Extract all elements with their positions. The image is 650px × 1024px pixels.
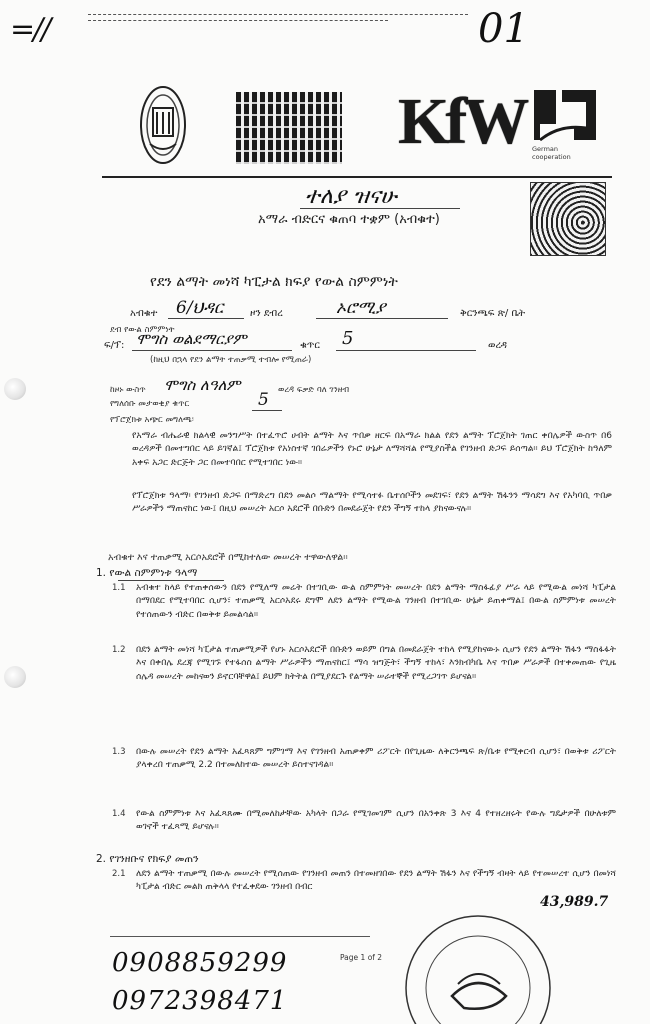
document-title: የደን ልማት መነሻ ካፒታል ክፍያ የውል ስምምነት bbox=[150, 274, 398, 290]
date-blank bbox=[168, 318, 244, 319]
partner-logo-icon bbox=[530, 84, 600, 146]
top-dotted-line-2 bbox=[88, 20, 388, 21]
item-1-1-number: 1.1 bbox=[112, 583, 126, 593]
number-blank bbox=[336, 350, 476, 351]
id-blank bbox=[252, 410, 282, 411]
item-1-2-number: 1.2 bbox=[112, 645, 126, 655]
item-1-4-number: 1.4 bbox=[112, 809, 126, 819]
label-branch: ቅርንጫፍ ጽ/ ቤት bbox=[460, 308, 526, 319]
section-1-heading: 1. የውል ስምምነቱ ዓላማ bbox=[96, 567, 198, 579]
label-woreda: ወረዳ bbox=[488, 340, 507, 351]
emblem-icon bbox=[530, 182, 606, 256]
title-underline bbox=[300, 208, 460, 209]
purpose-label: የፕሮጀክቱ አጭር መግለጫ፡ bbox=[110, 415, 194, 425]
institution-name: አማራ ብድርና ቁጠባ ተቋም (አብቁተ) bbox=[258, 212, 440, 227]
top-dotted-line bbox=[88, 14, 468, 15]
handwritten-name-2: ሞግስ ለዓለም bbox=[164, 376, 241, 394]
item-2-1-number: 2.1 bbox=[112, 869, 126, 879]
section-2-heading: 2. የገንዘቡና የክፍያ መጠን bbox=[96, 853, 199, 865]
kebele-blank bbox=[316, 318, 448, 319]
footer-rule bbox=[110, 936, 370, 937]
label-prefix: ፍ/ፕ: bbox=[104, 340, 125, 351]
top-right-scribble: 01 bbox=[478, 6, 529, 52]
handwritten-kebele: ኦሮሚያ bbox=[336, 298, 386, 318]
section-1-underline bbox=[118, 580, 224, 581]
handwritten-amount: 43,989.7 bbox=[540, 894, 609, 910]
handwritten-phone-2: 0972398471 bbox=[112, 986, 288, 1016]
handwritten-title: ተለያ ዝናሁ bbox=[305, 184, 397, 209]
handwritten-number: 5 bbox=[342, 328, 354, 349]
punch-hole-top bbox=[4, 378, 26, 400]
partner-caption-1: German bbox=[532, 145, 559, 153]
top-left-scribble: =// bbox=[10, 12, 50, 47]
partner-caption-2: cooperation bbox=[532, 153, 571, 161]
handwritten-id: 5 bbox=[258, 390, 269, 410]
label-kebele: ዞን ደብረ bbox=[250, 308, 283, 319]
label-date: አብቁተ bbox=[130, 308, 158, 319]
handwritten-phone-1: 0908859299 bbox=[112, 948, 288, 978]
bullet-1: • የአማራ ብሔራዊ ክልላዊ መንግሥት በተፈጥሮ ሀብት ልማት እና ጥበቃ ዘርፍ በአማራ ክልል የደን ልማት ፕሮጀክት ገጠር ቀበሌዎች ውስጥ በ6 ወረዳዎች በመተግበር ላይ ይገኛል፤ ፕሮጀክቱ የአነስተኛ ገበሬዎችን የኑሮ ሁኔታ ለማሻሻል የሚያስችል የገንዘብ ድጋፍ ይሰጣል። ይህ ፕሮጀክት ከዓለም አቀፍ አጋር ድርጅት ጋር በመተባበር የሚተገበር ነው። bbox=[132, 430, 612, 484]
punch-hole-bottom bbox=[4, 666, 26, 688]
label-zone: ከዞኑ ውስጥ bbox=[110, 385, 146, 395]
official-stamp-icon bbox=[402, 912, 554, 1024]
agreement-line: አብቁተ እና ተጠቃሚ አርሶአደሮች በሚከተለው መሠረት ተዋውለዋል። bbox=[108, 552, 348, 563]
kfw-logo: KfW bbox=[398, 85, 526, 158]
handwritten-beneficiary: ሞግስ ወልደማርያም bbox=[136, 330, 247, 348]
item-2-1-text: ለደን ልማት ተጠቃሚ በውሉ መሠረት የሚሰጠው የገንዘብ መጠን በተመዘገበው የደን ልማት ሽፋን እና የችግኝ ብዛት ላይ የተመሠረተ ሲሆን በመነሻ ካፒታል ብድር መልክ ጠቅላላ የተፈቀደው ገንዘብ በብር bbox=[136, 869, 616, 893]
item-1-3-text: በውሉ መሠረት የደን ልማት አፈጻጸም ግምገማ እና የገንዘብ አጠቃቀም ሪፖርት በየጊዜው ለቅርንጫፍ ጽ/ቤቱ የሚቀርብ ሲሆን፣ በወቅቱ ሪፖርት ያላቀረበ ተጠቃሚ 2.2 በተመለከተው መሠረት ይስተናገዳል። bbox=[136, 747, 616, 771]
label-agreement: ደብ የውል ስምምነት bbox=[110, 325, 175, 335]
beneficiary-note: (ከዚህ በኋላ የደን ልማት ተጠቃሚ ተብሎ የሚጠራ) bbox=[150, 355, 312, 365]
item-1-1-text: አብቁተ ከላይ የተጠቀሰውን በደን የሚለማ መሬት በተገቢው ውል ስምምነት መሠረት በደን ልማት ማስፋፊያ ሥራ ላይ የሚውል መነሻ ካፒታል በማበደር የሚተባበር ሲሆን፣ ተጠቃሚ አርሶአደሩ ደግሞ ለደን ልማት የሚውል ገንዘብ በተገቢው ሁኔታ ይጠቀማል፤ በውል ስምምነቱ መሠረት የተሰጠውን ብድር በወቅቱ ይመልሳል። bbox=[136, 583, 616, 620]
bullet-2: • የፕሮጀክቱ ዓላማ፡ የገንዘብ ድጋፍ በማድረግ በደን መልሶ ማልማት የሚሳተፉ ቤተሰቦችን መደገፍ፣ የደን ልማት ሽፋንን ማሳደግ እና የአካባቢ ጥበቃ ሥራዎችን ማጠናከር ነው፤ በዚህ መሠረት አርሶ አደሮች በቡድን በመደራጀት የደን ችግኝ ተከላ ያከናውናሉ። bbox=[132, 490, 612, 544]
item-1-3-number: 1.3 bbox=[112, 747, 126, 757]
beneficiary-blank bbox=[132, 350, 292, 351]
header-rule bbox=[102, 176, 612, 178]
handwritten-date: 6/ህዳር bbox=[176, 298, 224, 318]
item-1-4-text: የውል ስምምነቱ እና አፈጻጸሙ በሚመለከታቸው አካላት በጋራ የሚገመገም ሲሆን በአንቀጽ 3 እና 4 የተዘረዘሩት የውሉ ግዴታዎች በሁለቱም ወገኖች ተፈጻሚ ይሆናሉ። bbox=[136, 809, 616, 833]
item-1-2-text: በደን ልማት መነሻ ካፒታል ተጠቃሚዎች የሆኑ አርሶአደሮች በቡድን ወይም በግል በመደራጀት ተከላ የሚያከናውኑ ሲሆን የደን ልማት ሽፋን ማስፋፋት እና በቀበሌ ደረጃ የሚገኙ የተፋሰስ ልማት ሥራዎችን ማጠናከር፤ ማሳ ዝግጅት፣ ችግኝ ተከላ፣ እንክብካቤ እና ጥበቃ ሥራዎች በተቀመጠው የጊዜ ሰሌዳ መሠረት መከናወን ይኖርባቸዋል፤ ይህም ክትትል በሚያደርጉ የልማት ሠራተኞች የሚረጋገጥ ይሆናል። bbox=[136, 645, 616, 682]
label-id: የግለሰቡ መታወቂያ ቁጥር bbox=[110, 399, 190, 409]
seal-logo-icon bbox=[138, 84, 188, 166]
page-number: Page 1 of 2 bbox=[340, 953, 383, 962]
label-number: ቁጥር bbox=[300, 340, 320, 351]
building-logo-overlay bbox=[236, 92, 342, 164]
label-woreda-money: ወረዳ ፍቃድ ባለ ገንዘብ bbox=[278, 385, 350, 395]
